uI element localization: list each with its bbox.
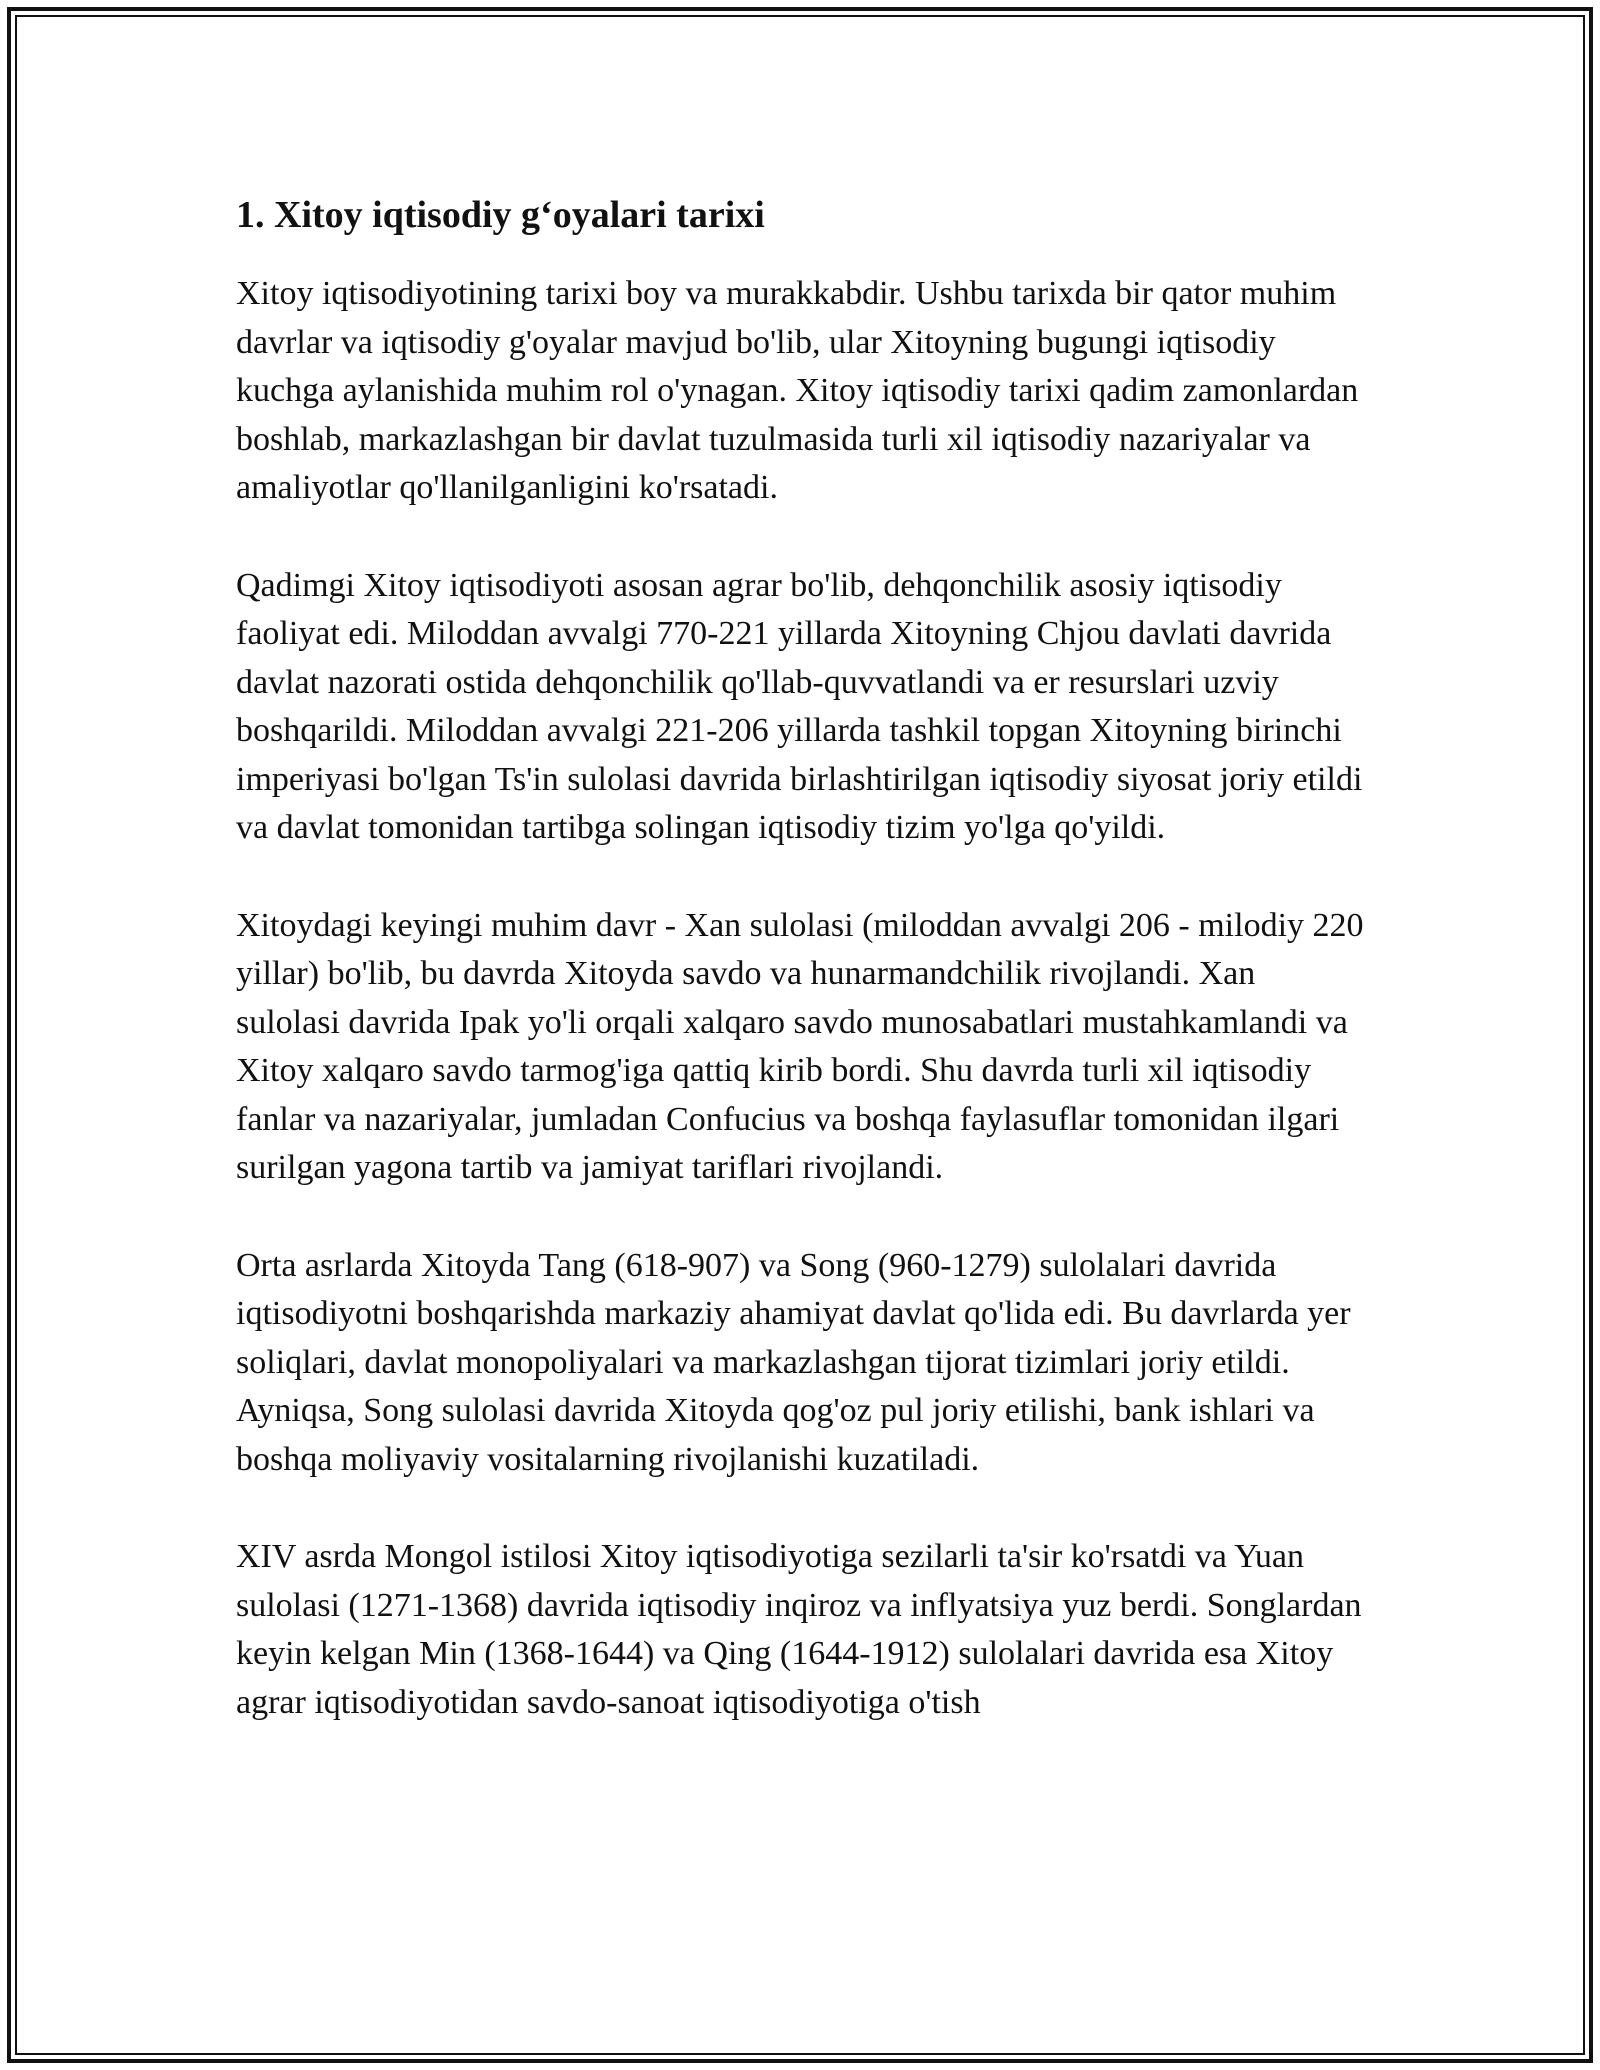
paragraph-2: Qadimgi Xitoy iqtisodiyoti asosan agrar bo'lib, dehqonchilik asosiy iqtisodiy faoliyat edi. Miloddan avvalgi 770-221 yillarda Xitoyning Chjou davlati davrida davlat nazorati ostida dehqonchilik qo'llab-quvvatlandi va er resurslari uzviy boshqarildi. Miloddan avvalgi 221-206 yillarda tashkil topgan Xitoyning birinchi imperiyasi bo'lgan Ts'in sulolasi davrida birlashtirilgan iqtisodiy siyosat joriy etildi va davlat tomonidan tartibga solingan iqtisodiy tizim yo'lga qo'yildi. bbox=[236, 566, 1363, 846]
paragraph-3: Xitoydagi keyingi muhim davr - Xan sulolasi (miloddan avvalgi 206 - milodiy 220 yillar) bo'lib, bu davrda Xitoyda savdo va hunarmandchilik rivojlandi. Xan sulolasi davrida Ipak yo'li orqali xalqaro savdo munosabatlari mustahkamlandi va Xitoy xalqaro savdo tarmog'iga qattiq kirib bordi. Shu davrda turli xil iqtisodiy fanlar va nazariyalar, jumladan Confucius va boshqa faylasuflar tomonidan ilgari surilgan yagona tartib va jamiyat tariflari rivojlandi. bbox=[236, 906, 1364, 1186]
document-body bbox=[236, 190, 1366, 1776]
paragraph-5: XIV asrda Mongol istilosi Xitoy iqtisodiyotiga sezilarli ta'sir ko'rsatdi va Yuan sulolasi (1271-1368) davrida iqtisodiy inqiroz va inflyatsiya yuz berdi. Songlardan keyin kelgan Min (1368-1644) va Qing (1644-1912) sulolalari davrida esa Xitoy agrar iqtisodiyotidan savdo-sanoat iqtisodiyotiga o'tish bbox=[236, 1538, 1362, 1721]
paragraph-1: Xitoy iqtisodiyotining tarixi boy va murakkabdir. Ushbu tarixda bir qator muhim davrlar va iqtisodiy g'oyalar mavjud bo'lib, ular Xitoyning bugungi iqtisodiy kuchga aylanishida muhim rol o'ynagan. Xitoy iqtisodiy tarixi qadim zamonlardan boshlab, markazlashgan bir davlat tuzulmasida turli xil iqtisodiy nazariyalar va amaliyotlar qo'llanilganligini ko'rsatadi. bbox=[236, 275, 1359, 506]
paragraph-4: Orta asrlarda Xitoyda Tang (618-907) va Song (960-1279) sulolalari davrida iqtisodiyotni boshqarishda markaziy ahamiyat davlat qo'lida edi. Bu davrlarda yer soliqlari, davlat monopoliyalari va markazlashgan tijorat tizimlari joriy etildi. Ayniqsa, Song sulolasi davrida Xitoyda qog'oz pul joriy etilishi, bank ishlari va boshqa moliyaviy vositalarning rivojlanishi kuzatiladi. bbox=[236, 1246, 1351, 1478]
section-heading: 1. Xitoy iqtisodiy g‘oyalari tarixi bbox=[236, 194, 765, 236]
